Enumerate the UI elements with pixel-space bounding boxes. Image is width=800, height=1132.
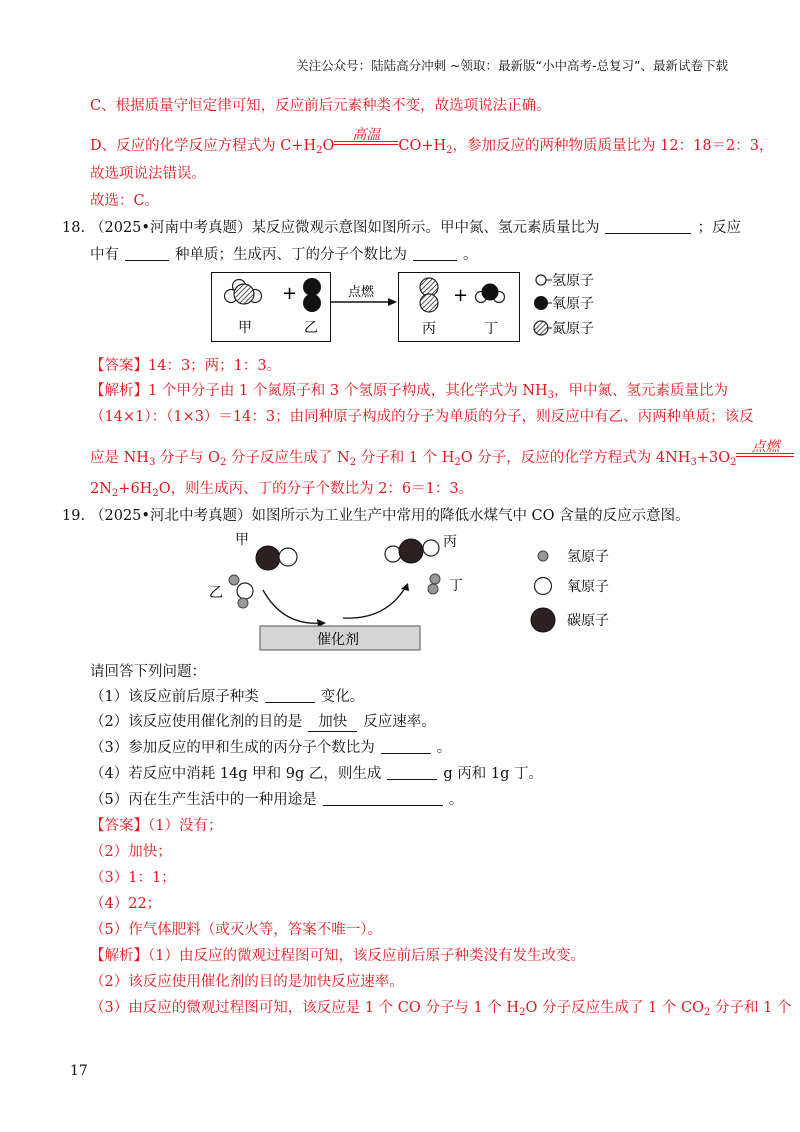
q19-sub-3: （3）参加反应的甲和生成的丙分子个数比为 。 (90, 740, 452, 756)
q18-blank-2[interactable] (125, 246, 169, 261)
q19-intro: 请回答下列问题： (90, 664, 206, 680)
legend-nitrogen-icon (534, 321, 548, 335)
q19-blank-4[interactable] (387, 765, 437, 780)
option-d-conclusion: 故选项说法错误。 (90, 166, 206, 182)
q18-explanation-4: $2N_2+6H_2O$，则生成丙、丁的分子个数比为 2：6＝1：3。 (90, 481, 474, 499)
label-ding: 丁 (449, 578, 463, 594)
q19-sub-1: （1）该反应前后原子种类 变化。 (90, 689, 365, 705)
q19-sub-5: （5）丙在生产生活中的一种用途是 。 (90, 792, 464, 808)
reaction-diagram-18 (200, 268, 650, 348)
hydrogen-atom-icon (238, 598, 248, 608)
nitrogen-atom-icon (420, 294, 438, 312)
legend-oxygen-icon (534, 296, 548, 310)
label-bing: 丙 (422, 321, 436, 337)
label-jia: 甲 (235, 532, 249, 548)
legend-carbon: 碳原子 (567, 613, 609, 629)
legend-hydrogen-icon (536, 275, 546, 285)
condition-ignite: 点燃 (736, 442, 794, 464)
option-d-text: D、反应的化学反应方程式为 $C+H_2O$ 高温 $CO+H_2$，参加反应的两种物质质量比为 12：18＝2：3， (90, 127, 774, 156)
arrow-condition: 点燃 (348, 285, 375, 300)
arrow-right-icon (388, 298, 397, 306)
q18-stem-2: 中有 种单质；生成丙、丁的分子个数比为 。 (90, 247, 478, 263)
oxygen-atom-icon (303, 278, 321, 296)
legend-oxygen: 氧原子 (552, 296, 594, 312)
oxygen-atom-icon (482, 284, 499, 301)
oxygen-atom-icon (385, 546, 401, 562)
oxygen-atom-icon (423, 540, 439, 556)
q18-blank-3[interactable] (413, 246, 457, 261)
reaction-diagram-19 (195, 528, 635, 658)
q18-answer: 【答案】14：3；两；1：3。 (90, 358, 282, 374)
nitrogen-atom-icon (234, 284, 254, 304)
q18-explanation-2: （14×1）：（1×3）＝14：3；由同种原子构成的分子为单质的分子，则反应中有乙、丙两种单质；该反 (90, 409, 754, 425)
oxygen-atom-icon (279, 548, 297, 566)
catalyst-label: 催化剂 (317, 632, 359, 648)
q19-answer-5: （5）作气体肥料（或灭火等，答案不唯一）。 (90, 922, 382, 938)
q18-stem: （2025•河南中考真题）某反应微观示意图如图所示。甲中氮、氢元素质量比为 ；反应 (90, 220, 741, 236)
legend-nitrogen: 氮原子 (552, 321, 594, 337)
oxygen-atom-icon (303, 294, 321, 312)
legend-hydrogen: 氢原子 (552, 273, 594, 289)
plus-sign: + (453, 285, 469, 306)
label-bing: 丙 (443, 534, 457, 550)
legend-hydrogen-icon (538, 551, 548, 561)
page-number: 17 (70, 1063, 88, 1079)
nitrogen-atom-icon (420, 278, 438, 296)
condition-high-temp: 高温 (334, 130, 398, 152)
q18-explanation-3: 应是 $NH_3$ 分子与 $O_2$ 分子反应生成了 $N_2$ 分子和 1 个 $H_2O$ 分子，反应的化学方程式为 $4NH_3+3O_2$ 点燃 (90, 442, 794, 474)
q19-blank-1[interactable] (265, 688, 315, 703)
label-ding: 丁 (484, 321, 498, 337)
label-yi: 乙 (209, 585, 223, 601)
q19-explanation-1: 【解析】（1）由反应的微观过程图可知，该反应前后原子种类没有发生改变。 (90, 948, 585, 964)
legend-oxygen: 氧原子 (567, 579, 609, 595)
q19-number: 19. (62, 508, 86, 524)
q19-sub-2: （2）该反应使用催化剂的目的是 加快 反应速率。 (90, 714, 436, 730)
q18-blank-1[interactable] (605, 219, 691, 234)
oxygen-atom-icon (237, 583, 253, 599)
q19-explanation-2: （2）该反应使用催化剂的目的是加快反应速率。 (90, 974, 404, 990)
q19-explanation-3: （3）由反应的微观过程图可知，该反应是 1 个 CO 分子与 1 个 $H_2O$ 分子反应生成了 1 个 $CO_2$ 分子和 1 个 (90, 1000, 792, 1018)
hydrogen-atom-icon (428, 584, 438, 594)
arrow-icon (401, 583, 409, 591)
page-header: 关注公众号：陆陆高分冲刺 ~领取：最新版“小中高考-总复习”、最新试卷下载 (296, 58, 728, 73)
q19-answer-3: （3）1：1； (90, 870, 176, 886)
legend-carbon-icon (531, 608, 555, 632)
q19-blank-5[interactable] (323, 791, 443, 806)
carbon-atom-icon (256, 546, 280, 570)
plus-sign: + (282, 283, 298, 304)
q19-answer-4: （4）22； (90, 896, 162, 912)
hydrogen-atom-icon (229, 575, 239, 585)
q19-answer-1: 【答案】（1）没有； (90, 818, 223, 834)
q19-blank-3[interactable] (381, 739, 431, 754)
legend-oxygen-icon (535, 578, 552, 595)
choice-answer: 故选：C。 (90, 193, 160, 209)
label-yi: 乙 (304, 320, 318, 336)
hydrogen-atom-icon (430, 574, 440, 584)
q18-explanation-1: 【解析】1 个甲分子由 1 个氮原子和 3 个氢原子构成，其化学式为 $NH_3$，甲中氮、氢元素质量比为 (90, 383, 729, 401)
legend-hydrogen: 氢原子 (567, 549, 609, 565)
carbon-atom-icon (399, 539, 423, 563)
label-jia: 甲 (238, 320, 252, 336)
option-c-text: C、根据质量守恒定律可知，反应前后元素种类不变，故选项说法正确。 (90, 98, 551, 114)
q19-sub-4: （4）若反应中消耗 14g 甲和 9g 乙，则生成 g 丙和 1g 丁。 (90, 766, 544, 782)
q19-blank-2[interactable]: 加快 (308, 714, 357, 732)
q18-number: 18. (62, 220, 86, 236)
q19-answer-2: （2）加快； (90, 844, 172, 860)
q19-stem: （2025•河北中考真题）如图所示为工业生产中常用的降低水煤气中 CO 含量的反应示意图。 (90, 508, 690, 524)
